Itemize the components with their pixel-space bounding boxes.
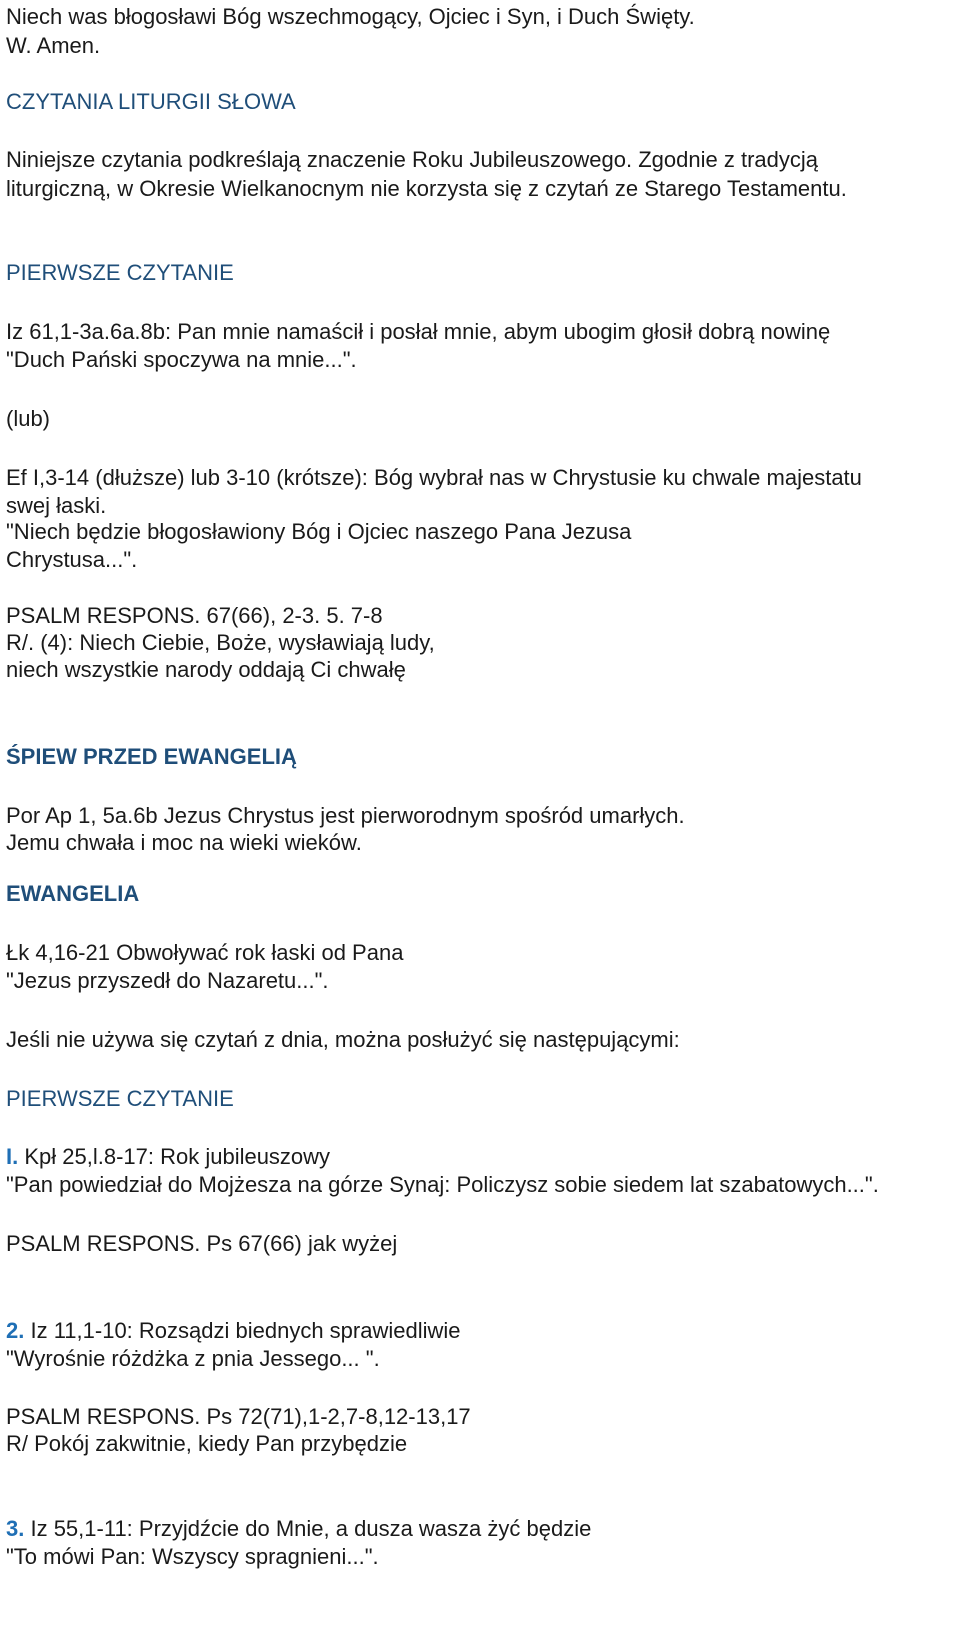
item-number: 3. — [6, 1516, 25, 1541]
alt-reading-reference: swej łaski. — [6, 493, 107, 518]
alt-reading-incipit: "Niech będzie błogosławiony Bóg i Ojciec naszego Pana Jezusa — [6, 519, 632, 544]
gospel-incipit: "Jezus przyszedł do Nazaretu...". — [6, 968, 329, 993]
item-psalm-response: R/ Pokój zakwitnie, kiedy Pan przybędzie — [6, 1431, 408, 1456]
alternative-note: Jeśli nie używa się czytań z dnia, można posłużyć się następującymi: — [6, 1027, 680, 1052]
list-item — [6, 1514, 591, 1543]
item-number: I. — [6, 1144, 19, 1169]
psalm-response: niech wszystkie narody oddają Ci chwałę — [6, 657, 406, 682]
item-reference: Iz 55,1-11: Przyjdźcie do Mnie, a dusza wasza żyć będzie — [24, 1516, 592, 1541]
section-title: CZYTANIA LITURGII SŁOWA — [6, 89, 296, 114]
psalm-reference: PSALM RESPONS. 67(66), 2-3. 5. 7-8 — [6, 603, 383, 628]
item-psalm: PSALM RESPONS. Ps 72(71),1-2,7-8,12-13,17 — [6, 1404, 471, 1429]
psalm-response: R/. (4): Niech Ciebie, Boże, wysławiają ludy, — [6, 630, 435, 655]
intro-line: liturgiczną, w Okresie Wielkanocnym nie korzysta się z czytań ze Starego Testamentu. — [6, 176, 847, 201]
acclamation-heading: ŚPIEW PRZED EWANGELIĄ — [6, 744, 297, 769]
item-incipit: "Pan powiedział do Mojżesza na górze Synaj: Policzysz sobie siedem lat szabatowych...". — [6, 1172, 879, 1197]
acclamation-line: Jemu chwała i moc na wieki wieków. — [6, 830, 362, 855]
gospel-heading: EWANGELIA — [6, 881, 140, 906]
reading-reference: Iz 61,1-3a.6a.8b: Pan mnie namaścił i posłał mnie, abym ubogim głosił dobrą nowinę — [6, 319, 831, 344]
intro-line: Niniejsze czytania podkreślają znaczenie Roku Jubileuszowego. Zgodnie z tradycją — [6, 147, 818, 172]
or-label: (lub) — [6, 406, 51, 431]
item-reference: Iz 11,1-10: Rozsądzi biednych sprawiedliwie — [24, 1318, 461, 1343]
item-psalm: PSALM RESPONS. Ps 67(66) jak wyżej — [6, 1231, 398, 1256]
gospel-reference: Łk 4,16-21 Obwoływać rok łaski od Pana — [6, 940, 404, 965]
list-item — [6, 1142, 330, 1171]
item-incipit: "To mówi Pan: Wszyscy spragnieni...". — [6, 1544, 379, 1569]
acclamation-line: Por Ap 1, 5a.6b Jezus Chrystus jest pierworodnym spośród umarłych. — [6, 803, 685, 828]
alt-first-reading-heading: PIERWSZE CZYTANIE — [6, 1086, 234, 1111]
alt-reading-reference: Ef I,3-14 (dłuższe) lub 3-10 (krótsze): Bóg wybrał nas w Chrystusie ku chwale majestatu — [6, 465, 862, 490]
blessing-line: Niech was błogosławi Bóg wszechmogący, Ojciec i Syn, i Duch Święty. — [6, 4, 695, 29]
reading-incipit: "Duch Pański spoczywa na mnie...". — [6, 347, 357, 372]
item-reference: Kpł 25,l.8-17: Rok jubileuszowy — [18, 1144, 331, 1169]
alt-reading-incipit: Chrystusa...". — [6, 547, 138, 572]
item-number: 2. — [6, 1318, 25, 1343]
item-incipit: "Wyrośnie różdżka z pnia Jessego... ". — [6, 1346, 380, 1371]
list-item — [6, 1316, 461, 1345]
amen-line: W. Amen. — [6, 33, 101, 58]
first-reading-heading: PIERWSZE CZYTANIE — [6, 260, 234, 285]
